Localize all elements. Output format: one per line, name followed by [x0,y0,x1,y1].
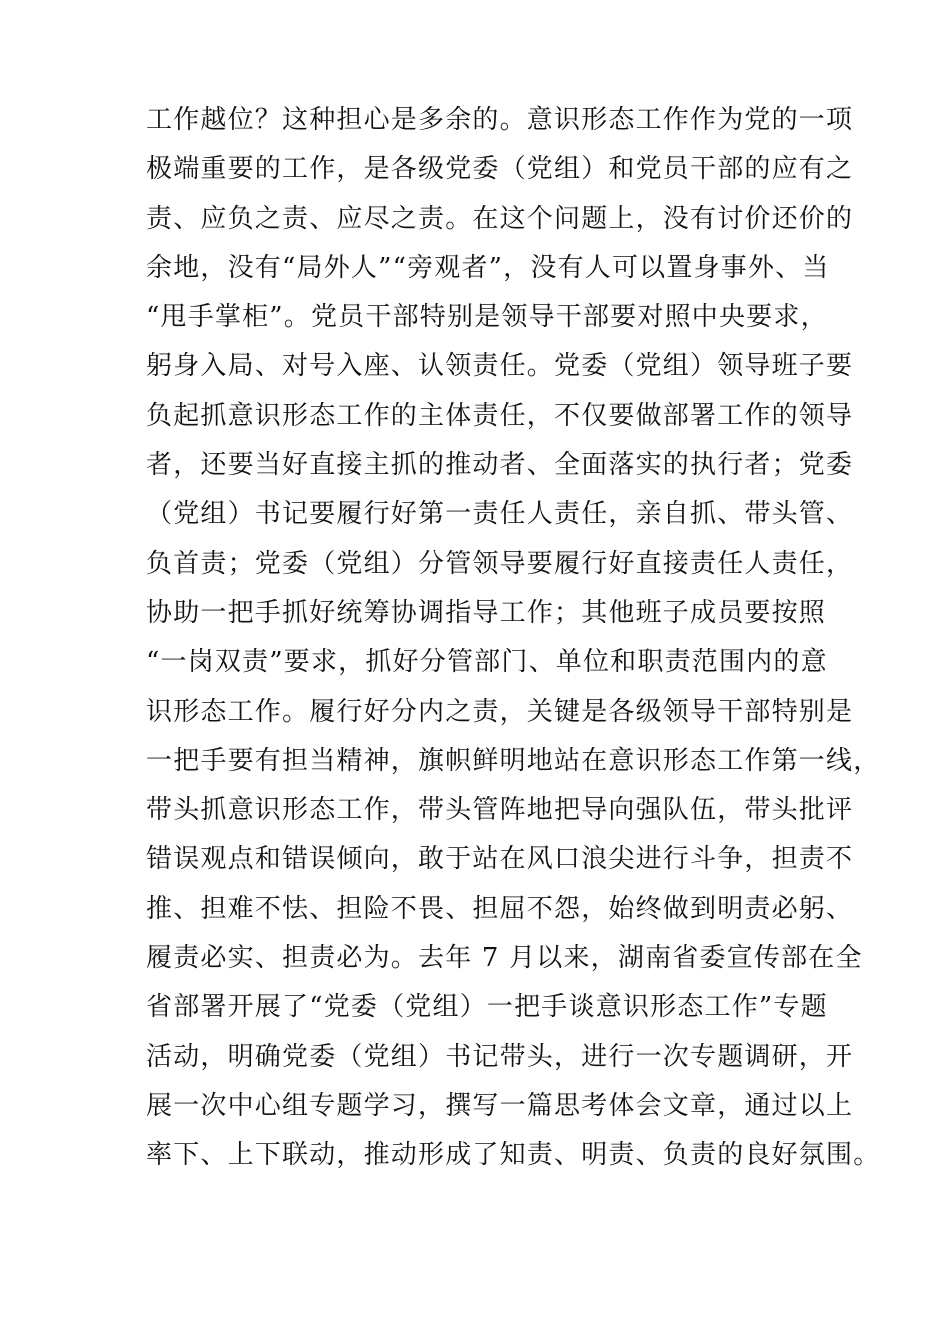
text-line: 者，还要当好直接主抓的推动者、全面落实的执行者；党委 [146,450,854,481]
text-line: 余地，没有“局外人”“旁观者”，没有人可以置身事外、当 [146,252,830,283]
text-line: 责、应负之责、应尽之责。在这个问题上，没有讨价还价的 [146,203,854,234]
text-line: 识形态工作。履行好分内之责，关键是各级领导干部特别是 [146,696,854,727]
text-line: 一把手要有担当精神，旗帜鲜明地站在意识形态工作第一线， [146,745,881,776]
text-line: 躬身入局、对号入座、认领责任。党委（党组）领导班子要 [146,351,854,382]
text-line: 省部署开展了“党委（党组）一把手谈意识形态工作”专题 [146,992,828,1023]
text-line: 负首责；党委（党组）分管领导要履行好直接责任人责任， [146,548,854,579]
text-line: 活动，明确党委（党组）书记带头，进行一次专题调研，开 [146,1041,854,1072]
text-line: 带头抓意识形态工作，带头管阵地把导向强队伍，带头批评 [146,795,854,826]
text-line: “甩手掌柜”。党员干部特别是领导干部要对照中央要求， [146,302,828,333]
body-text [146,96,881,1181]
text-line: 履责必实、担责必为。去年 7 月以来，湖南省委宣传部在全 [146,943,863,974]
text-line: “一岗双责”要求，抓好分管部门、单位和职责范围内的意 [146,647,828,678]
text-line: 工作越位？这种担心是多余的。意识形态工作作为党的一项 [146,105,854,135]
text-line: 推、担难不怯、担险不畏、担屈不怨，始终做到明责必躬、 [146,893,854,924]
text-line: 极端重要的工作，是各级党委（党组）和党员干部的应有之 [146,154,854,185]
text-line: 错误观点和错误倾向，敢于站在风口浪尖进行斗争，担责不 [146,844,854,875]
text-line: 协助一把手抓好统筹协调指导工作；其他班子成员要按照 [146,597,827,628]
text-line: （党组）书记要履行好第一责任人责任，亲自抓、带头管、 [146,499,854,530]
text-line: 展一次中心组专题学习，撰写一篇思考体会文章，通过以上 [146,1090,854,1121]
text-line: 率下、上下联动，推动形成了知责、明责、负责的良好氛围。 [146,1140,881,1171]
text-line: 负起抓意识形态工作的主体责任，不仅要做部署工作的领导 [146,400,854,431]
